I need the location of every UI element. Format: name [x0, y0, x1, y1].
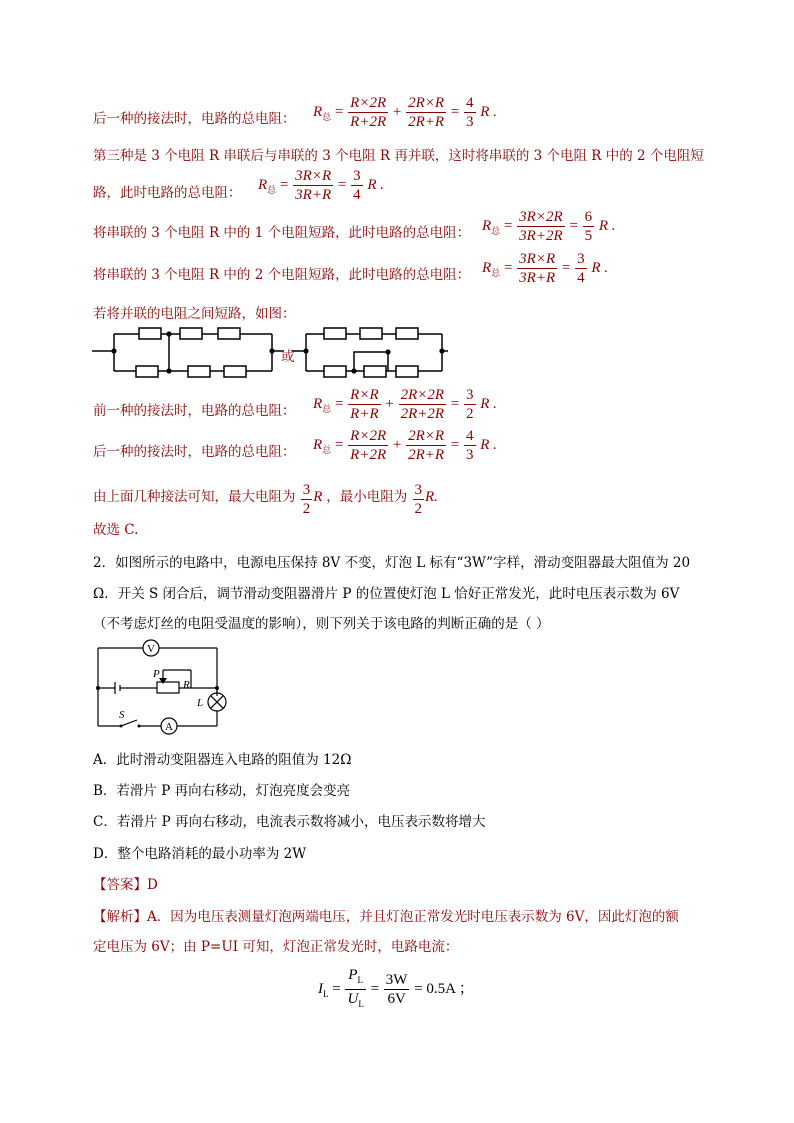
r-sub: 总 [267, 184, 277, 195]
plus: + [392, 436, 402, 453]
paragraph-back-connection-2: 后一种的接法时，电路的总电阻： [93, 444, 296, 460]
resistor-label: R [183, 679, 190, 691]
den: 2R+R [408, 447, 445, 463]
rheostat-icon [157, 682, 179, 693]
option-b: B．若滑片 P 再向右移动，灯泡亮度会变亮 [93, 783, 351, 799]
slider-label: P [153, 668, 160, 680]
eq: = [337, 176, 347, 193]
question-line-3: （不考虑灯丝的电阻受温度的影响），则下列关于该电路的判断正确的是（ ） [93, 616, 550, 632]
fraction [348, 94, 388, 131]
fraction [345, 966, 365, 1013]
question-line-1: 2．如图所示的电路中，电源电压保持 8V 不变，灯泡 L 标有“3W”字样，滑动变阻器最大阻值为 20 [93, 555, 691, 571]
num: 3 [577, 251, 585, 267]
num: 6 [584, 209, 593, 225]
num: 3R×2R [519, 209, 563, 225]
lhs: I [318, 980, 323, 997]
den: 6V [387, 991, 406, 1007]
fraction [348, 386, 380, 423]
eq: = [503, 217, 513, 234]
den: 5 [584, 228, 593, 244]
eq: = [334, 395, 344, 412]
formula-1 [313, 94, 497, 131]
voltmeter-label: V [147, 643, 155, 655]
den: U [347, 991, 359, 1007]
r-sub: 总 [491, 225, 501, 236]
r-sub: 总 [322, 444, 332, 455]
formula-6 [313, 386, 497, 423]
r-sub: 总 [491, 267, 501, 278]
fraction [384, 971, 410, 1008]
num: R×R [350, 387, 379, 403]
r-tail: R . [480, 436, 497, 453]
plus: + [392, 103, 402, 120]
r-total: R [313, 103, 323, 120]
r-tail: R. [425, 489, 438, 505]
paragraph-parallel-short: 若将并联的电阻之间短路，如图： [93, 306, 296, 322]
option-c: C．若滑片 P 再向右移动，电流表示数将减小，电压表示数将增大 [93, 814, 486, 830]
num: 3 [414, 482, 423, 498]
or-label: 或 [281, 349, 295, 365]
formula-7 [313, 427, 497, 464]
r-total: R [313, 436, 323, 453]
num-sub: L [357, 975, 363, 985]
num: P [348, 967, 358, 983]
fraction [413, 481, 425, 518]
fraction [517, 250, 557, 287]
analysis-line-1: 【解析】A．因为电压表测量灯泡两端电压，并且灯泡正常发光时电压表示数为 6V，因此灯泡的额 [93, 909, 679, 925]
num: 4 [466, 95, 474, 111]
answer-choice: 故选 C. [93, 522, 139, 538]
eq: = [334, 103, 344, 120]
r-tail: R . [598, 217, 616, 234]
paragraph-text: 后一种的接法时，电路的总电阻： [93, 111, 296, 127]
num: 3R×R [295, 168, 332, 184]
fraction [464, 94, 476, 131]
den: R+2R [350, 114, 387, 130]
num: 2R×R [408, 95, 445, 111]
lamp-label: L [197, 697, 204, 709]
num: R×2R [350, 428, 387, 444]
paragraph-conclusion [93, 481, 438, 518]
plus: + [385, 395, 394, 412]
r-tail: R . [591, 259, 608, 276]
den: 3 [466, 447, 474, 463]
r-tail: R . [480, 103, 497, 120]
formula-3 [482, 208, 616, 245]
fraction [351, 167, 363, 204]
paragraph-short-two: 将串联的 3 个电阻 R 中的 2 个电阻短路，此时电路的总电阻： [93, 267, 471, 283]
fraction [293, 167, 333, 204]
resistor-network-diagram [92, 322, 452, 380]
eq: = [334, 436, 344, 453]
den: 2 [466, 406, 474, 422]
eq: = [569, 217, 578, 234]
eq: = [450, 436, 460, 453]
eq: = [450, 103, 460, 120]
den: 2 [302, 501, 311, 517]
num: 3 [466, 387, 474, 403]
den: 3R+2R [519, 228, 563, 244]
fraction [301, 481, 313, 518]
r-tail: R . [480, 395, 497, 412]
den-sub: L [358, 999, 364, 1009]
eq: = [561, 259, 571, 276]
answer-label: 【答案】D [93, 877, 158, 893]
den: R+R [350, 406, 379, 422]
option-a: A．此时滑动变阻器连入电路的阻值为 12Ω [93, 752, 352, 768]
fraction [348, 427, 388, 464]
formula-2 [258, 167, 384, 204]
den: 2R+R [408, 114, 445, 130]
num: R×2R [350, 95, 387, 111]
circuit-diagram [93, 638, 241, 738]
eq: = [279, 176, 289, 193]
num: 3 [353, 168, 361, 184]
r-total: R [482, 217, 492, 234]
den: R+2R [350, 447, 387, 463]
den: 4 [353, 187, 361, 203]
num: 3R×R [519, 251, 556, 267]
ammeter-label: A [165, 721, 173, 733]
formula-4 [482, 250, 608, 287]
den: 3R+R [519, 270, 556, 286]
fraction [583, 208, 595, 245]
lhs-sub: L [323, 988, 329, 999]
fraction [406, 427, 446, 464]
current-formula: $I_L$ = $\frac{P_L}{U_L}$ = $\frac{3W}{6V}$ = 0.5A ； [318, 966, 474, 1013]
num: 3 [302, 482, 311, 498]
num: 2R×R [408, 428, 445, 444]
num: 3W [385, 972, 408, 988]
den: 3R+R [295, 187, 332, 203]
option-d: D．整个电路消耗的最小功率为 2W [93, 846, 307, 862]
fraction [517, 208, 564, 245]
num: 4 [466, 428, 474, 444]
max-resistance [300, 482, 326, 517]
paragraph-short-one: 将串联的 3 个电阻 R 中的 1 个电阻短路，此时电路的总电阻： [93, 225, 471, 241]
conclusion-text-b: ，最小电阻为 [326, 489, 408, 505]
question-line-2: Ω．开关 S 闭合后，调节滑动变阻器滑片 P 的位置使灯泡 L 恰好正常发光，此时电压表示数为 6V [93, 586, 680, 602]
fraction [464, 386, 476, 423]
den: 2 [414, 501, 423, 517]
r-total: R [313, 395, 323, 412]
eq: = [503, 259, 513, 276]
paragraph-front-connection: 前一种的接法时，电路的总电阻： [93, 403, 296, 419]
paragraph-third-connection-line2: 路，此时电路的总电阻： [93, 185, 242, 201]
r-total: R [258, 176, 268, 193]
r-tail: R [313, 489, 323, 505]
fraction [399, 386, 446, 423]
num: 2R×2R [400, 387, 445, 403]
fraction [406, 94, 446, 131]
paragraph-back-connection-1 [93, 107, 296, 127]
paragraph-third-connection: 第三种是 3 个电阻 R 串联后与串联的 3 个电阻 R 再并联，这时将串联的 3 个电阻 R 中的 2 个电阻短 [93, 148, 704, 164]
fraction [575, 250, 587, 287]
eq: = [450, 395, 460, 412]
min-resistance [412, 482, 438, 517]
analysis-line-2: 定电压为 6V；由 P=UI 可知，灯泡正常发光时，电路电流： [93, 939, 459, 955]
r-sub: 总 [322, 111, 332, 122]
den: 4 [577, 270, 585, 286]
fraction [464, 427, 476, 464]
result: = 0.5A ； [414, 980, 474, 997]
den: 3 [466, 114, 474, 130]
conclusion-text-a: 由上面几种接法可知，最大电阻为 [93, 489, 296, 505]
den: 2R+2R [400, 406, 445, 422]
r-total: R [482, 259, 492, 276]
r-tail: R . [367, 176, 384, 193]
r-sub: 总 [322, 403, 332, 414]
switch-label: S [119, 709, 125, 721]
